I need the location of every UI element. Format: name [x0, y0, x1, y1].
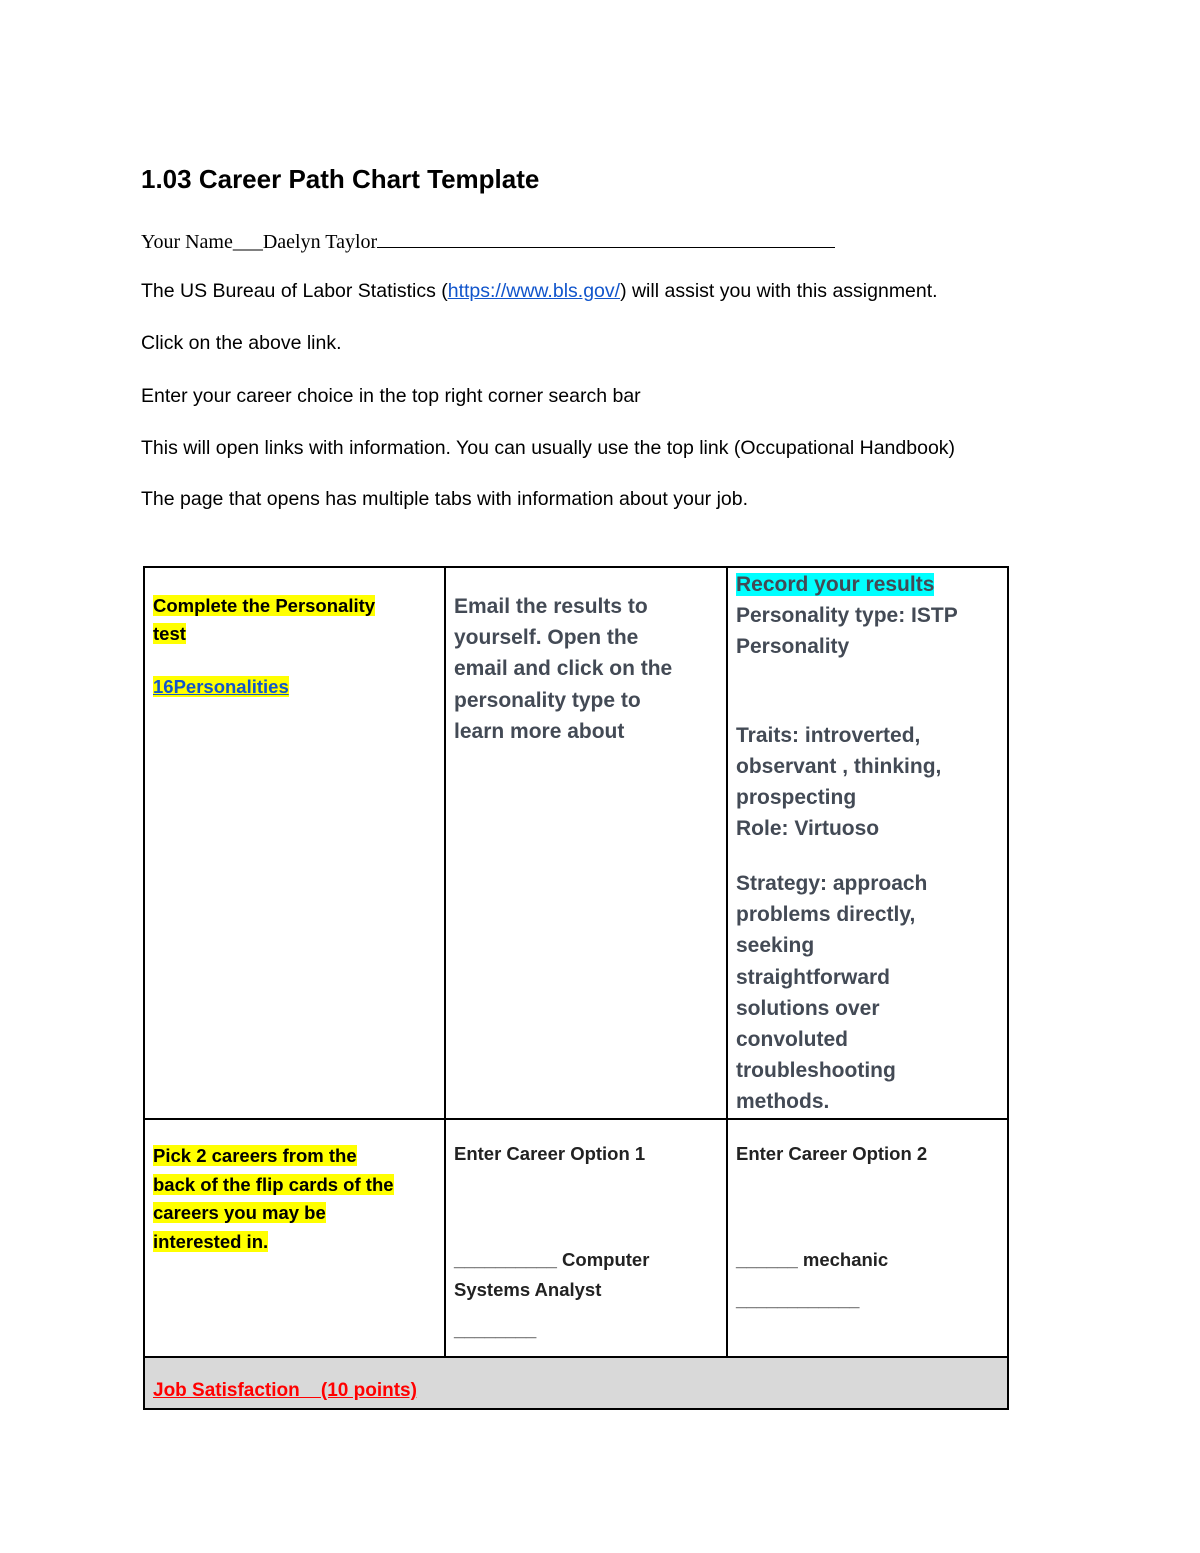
column-divider-1: [444, 568, 446, 1358]
personality-type: Personality type: ISTP: [736, 604, 958, 627]
record-results-cell: Record your results Personality type: ISTP Personality: [736, 573, 958, 658]
16personalities-link[interactable]: 16Personalities: [153, 676, 289, 697]
job-satisfaction-label: Job Satisfaction (10 points): [153, 1380, 417, 1401]
personality-strategy: Strategy: approach problems directly, seeking straightforward solutions over convoluted troubleshooting methods.: [736, 872, 928, 1114]
career-option-2-value: ______ mechanic ____________: [736, 1249, 889, 1310]
career-option-2-heading: Enter Career Option 2: [736, 1143, 928, 1164]
instruction-step-1: Click on the above link.: [141, 332, 342, 354]
instruction-step-4: The page that opens has multiple tabs with information about your job.: [141, 488, 749, 510]
column-divider-2: [726, 568, 728, 1358]
name-field: [141, 227, 835, 254]
instruction-step-3: This will open links with information. You can usually use the top link (Occupational Handbook): [141, 437, 956, 459]
name-underline: [377, 227, 835, 248]
pick-careers-instruction: Pick 2 careers from the back of the flip cards of the careers you may be interested in.: [153, 1145, 394, 1252]
intro-paragraph: The US Bureau of Labor Statistics (https://www.bls.gov/) will assist you with this assignment.: [141, 280, 938, 302]
career-option-1-heading: Enter Career Option 1: [454, 1143, 646, 1164]
instruction-step-2: Enter your career choice in the top right corner search bar: [141, 385, 641, 407]
personality-test-link-wrap: [153, 673, 289, 701]
document-title: 1.03 Career Path Chart Template: [141, 164, 540, 194]
name-label: Your Name___: [141, 231, 263, 253]
row-divider-1: [145, 1118, 1007, 1120]
email-results-instruction: Email the results to yourself. Open the email and click on the personality type to learn more about: [454, 595, 673, 743]
bls-link[interactable]: https://www.bls.gov/: [447, 280, 621, 302]
personality-traits: Traits: introverted, observant , thinking, prospecting Role: Virtuoso: [736, 720, 941, 844]
personality-role: Role: Virtuoso: [736, 817, 880, 840]
record-results-heading: Record your results: [736, 573, 935, 596]
personality-test-instruction: Complete the Personality test: [153, 595, 376, 644]
career-option-1-value: __________ Computer Systems Analyst ________: [454, 1249, 650, 1340]
name-value: Daelyn Taylor: [262, 231, 378, 253]
row-divider-2: [145, 1356, 1007, 1358]
